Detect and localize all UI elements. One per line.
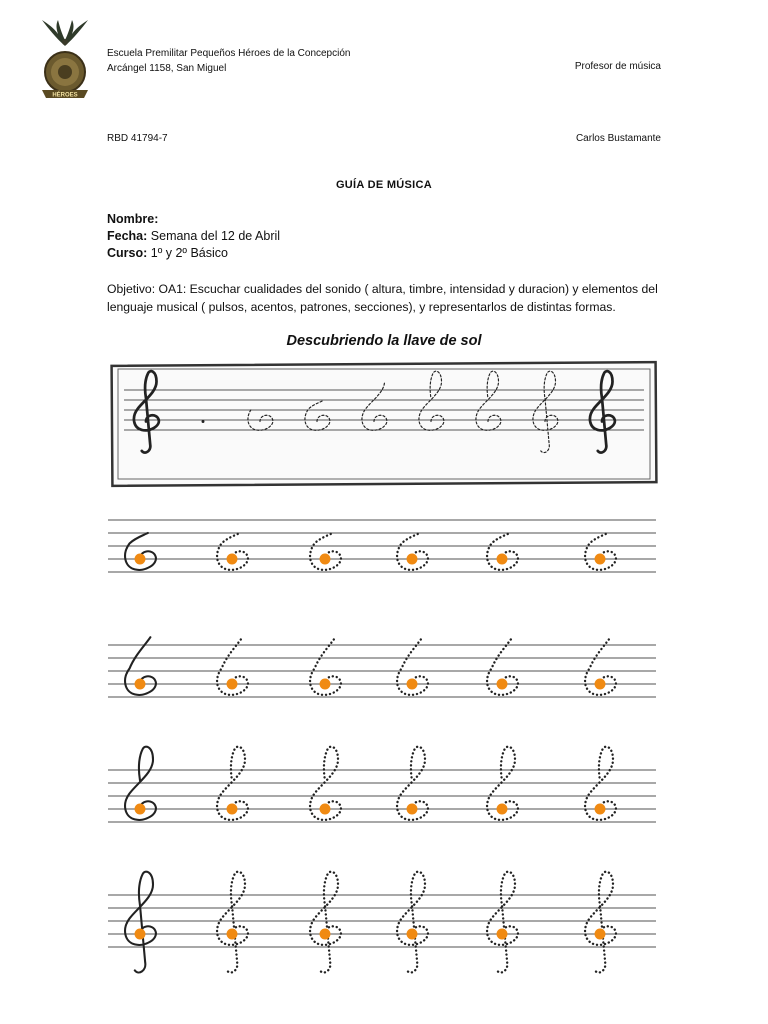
- model-clef: [125, 637, 156, 695]
- model-clef: [125, 533, 156, 570]
- course-label: Curso:: [107, 246, 148, 260]
- trace-clef: [310, 872, 341, 973]
- school-info: [107, 46, 350, 76]
- trace-clef: [217, 872, 248, 973]
- start-dot: [497, 929, 508, 940]
- clef-practice-area: [100, 495, 660, 1015]
- trace-clef: [487, 533, 518, 570]
- start-dot: [595, 804, 606, 815]
- trace-clef: [310, 533, 341, 570]
- start-dot: [407, 679, 418, 690]
- start-dot: [497, 554, 508, 565]
- start-dot: [227, 804, 238, 815]
- dotted-clef-guide: [397, 872, 428, 973]
- start-dot: [497, 679, 508, 690]
- start-dot: [135, 929, 146, 940]
- date-value: Semana del 12 de Abril: [150, 229, 281, 243]
- course-value: 1º y 2º Básico: [150, 246, 228, 260]
- practice-row: [108, 872, 656, 973]
- page-title: GUÍA DE MÚSICA: [335, 179, 433, 191]
- dotted-clef-guide: [487, 872, 518, 973]
- teacher-role: Profesor de música: [574, 61, 661, 72]
- teacher-name: Carlos Bustamante: [575, 133, 661, 144]
- treble-clef-stroke: [125, 872, 156, 973]
- trace-clef: [397, 533, 428, 570]
- dotted-clef-guide: [217, 872, 248, 973]
- start-dot: [320, 554, 331, 565]
- trace-clef: [487, 872, 518, 973]
- start-dot: [407, 804, 418, 815]
- school-address: Arcángel 1158, San Miguel: [107, 63, 227, 74]
- demo-clef-step: [202, 420, 205, 423]
- model-clef: [125, 872, 156, 973]
- start-dot: [202, 420, 205, 423]
- trace-clef: [585, 872, 616, 973]
- trace-clef: [585, 637, 616, 695]
- start-dot: [227, 679, 238, 690]
- start-dot: [320, 679, 331, 690]
- trace-clef: [217, 533, 248, 570]
- trace-clef: [397, 872, 428, 973]
- start-dot: [595, 679, 606, 690]
- start-dot: [320, 804, 331, 815]
- trace-clef: [217, 637, 248, 695]
- start-dot: [135, 554, 146, 565]
- trace-clef: [397, 637, 428, 695]
- practice-row: [108, 637, 656, 697]
- start-dot: [407, 929, 418, 940]
- objective-label: Objetivo:: [107, 282, 156, 296]
- dotted-clef-guide: [310, 872, 341, 973]
- name-label: Nombre:: [107, 212, 159, 226]
- logo-text: HÉROES: [52, 92, 78, 99]
- activity-title: Descubriendo la llave de sol: [286, 333, 482, 349]
- date-label: Fecha:: [107, 229, 148, 243]
- start-dot: [595, 554, 606, 565]
- clef-steps-demo: [110, 360, 658, 488]
- start-dot: [227, 554, 238, 565]
- rbd-number: RBD 41794-7: [107, 133, 168, 144]
- course-field: [107, 245, 280, 262]
- student-fields: [107, 211, 280, 262]
- school-logo: [34, 16, 96, 106]
- start-dot: [497, 804, 508, 815]
- school-name: Escuela Premilitar Pequeños Héroes de la Concepción: [107, 48, 351, 59]
- start-dot: [135, 804, 146, 815]
- start-dot: [227, 929, 238, 940]
- name-field: [107, 211, 280, 228]
- start-dot: [595, 929, 606, 940]
- start-dot: [135, 679, 146, 690]
- objective: [107, 280, 667, 316]
- start-dot: [320, 929, 331, 940]
- trace-clef: [487, 637, 518, 695]
- dotted-clef-guide: [585, 872, 616, 973]
- start-dot: [407, 554, 418, 565]
- date-field: [107, 228, 280, 245]
- trace-clef: [310, 637, 341, 695]
- trace-clef: [585, 533, 616, 570]
- practice-row: [108, 520, 656, 572]
- practice-row: [108, 747, 656, 822]
- objective-text: OA1: Escuchar cualidades del sonido ( altura, timbre, intensidad y duracion) y elementos del lenguaje musical ( pulsos, acentos, patrones, secciones), y representarlos de distintas formas.: [107, 282, 658, 314]
